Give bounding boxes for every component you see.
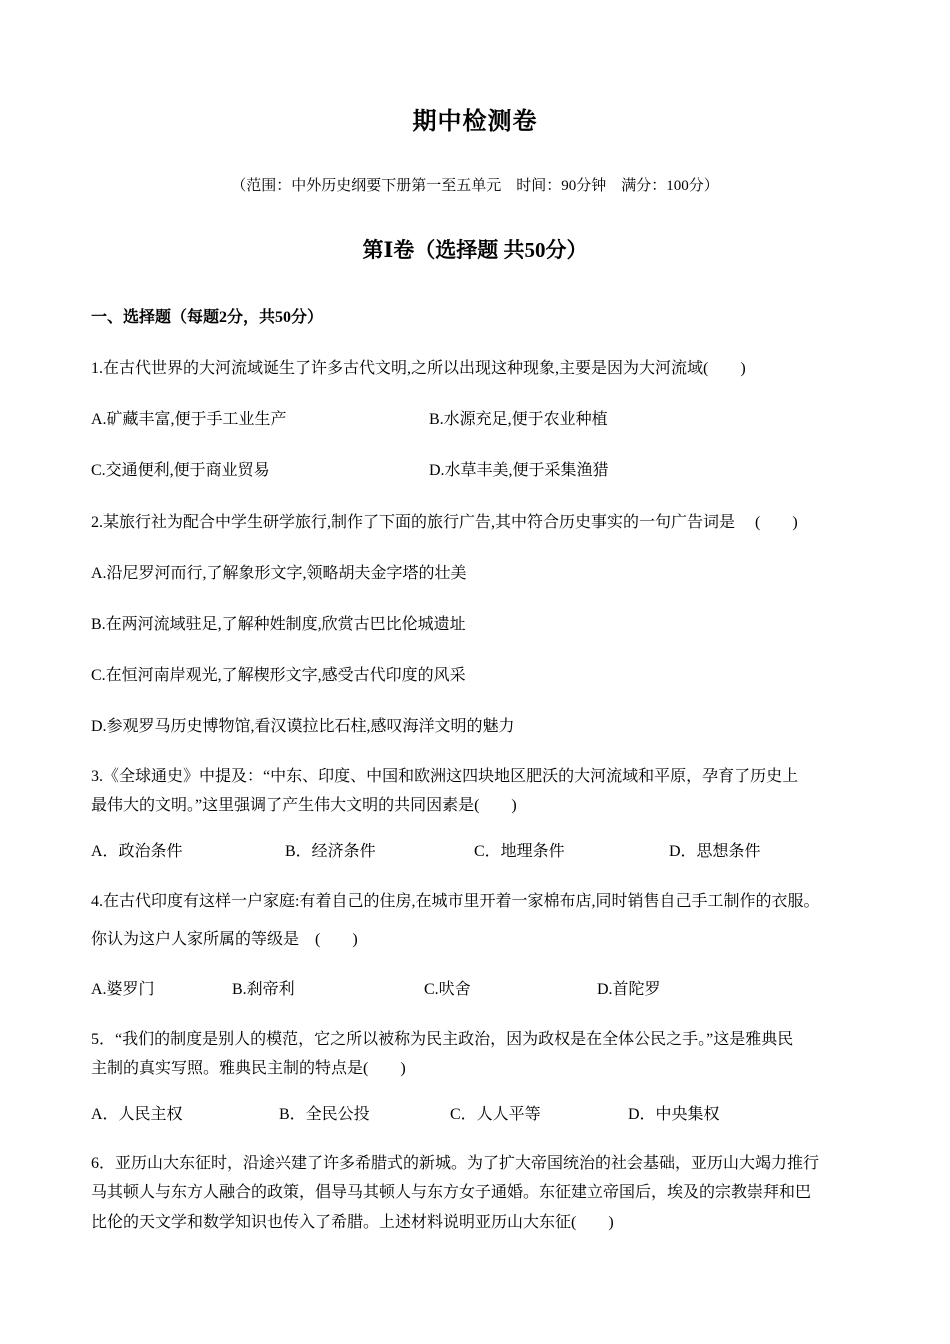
question-stem: 2.某旅行社为配合中学生研学旅行,制作了下面的旅行广告,其中符合历史事实的一句广告词是 ( ) [91,514,798,531]
option-d: D.参观罗马历史博物馆,看汉谟拉比石柱,感叹海洋文明的魅力 [91,718,515,735]
question-stem-cont: 你认为这户人家所属的等级是 ( ) [91,931,358,948]
option-b: B.在两河流域驻足,了解种姓制度,欣赏古巴比伦城遗址 [91,616,466,633]
option-c: C．地理条件 [474,843,565,860]
option-d: D．中央集权 [628,1106,720,1123]
section-heading: 一、选择题（每题2分，共50分） [91,309,324,326]
question-stem: 6．亚历山大东征时，沿途兴建了许多希腊式的新城。为了扩大帝国统治的社会基础，亚历山大竭力推行 [91,1155,820,1172]
question-stem: 1.在古代世界的大河流域诞生了许多古代文明,之所以出现这种现象,主要是因为大河流域( ) [91,360,746,377]
question-stem-cont: 比伦的天文学和数学知识也传入了希腊。上述材料说明亚历山大东征( ) [91,1214,614,1231]
part-heading: 第Ⅰ卷（选择题 共50分） [362,238,588,262]
page-title: 期中检测卷 [412,109,538,135]
option-b: B．经济条件 [285,843,376,860]
question-stem-cont: 主制的真实写照。雅典民主制的特点是( ) [91,1060,406,1077]
option-a: A.婆罗门 [91,981,155,998]
question-stem: 4.在古代印度有这样一户家庭:有着自己的住房,在城市里开着一家棉布店,同时销售自己手工制作的衣服。 [91,893,820,910]
option-a: A．人民主权 [91,1106,183,1123]
question-stem: 3.《全球通史》中提及：“中东、印度、中国和欧洲这四块地区肥沃的大河流域和平原，孕育了历史上 [91,768,799,785]
option-d: D．思想条件 [669,843,761,860]
option-b: B．全民公投 [279,1106,370,1123]
option-a: A．政治条件 [91,843,183,860]
option-b: B.刹帝利 [232,981,295,998]
exam-scope: （范围：中外历史纲要下册第一至五单元 时间：90分钟 满分：100分） [231,178,719,194]
option-a: A.矿藏丰富,便于手工业生产 [91,411,287,428]
question-stem: 5．“我们的制度是别人的模范，它之所以被称为民主政治，因为政权是在全体公民之手。”这是雅典民 [91,1031,794,1048]
option-c: C.交通便利,便于商业贸易 [91,462,270,479]
option-c: C.在恒河南岸观光,了解楔形文字,感受古代印度的风采 [91,667,466,684]
option-c: C.吠舍 [424,981,471,998]
option-d: D.水草丰美,便于采集渔猎 [429,462,609,479]
option-c: C．人人平等 [450,1106,541,1123]
option-a: A.沿尼罗河而行,了解象形文字,领略胡夫金字塔的壮美 [91,565,467,582]
question-stem-cont: 马其顿人与东方人融合的政策，倡导马其顿人与东方女子通婚。东征建立帝国后，埃及的宗教崇拜和巴 [91,1184,812,1201]
option-d: D.首陀罗 [597,981,661,998]
question-stem-cont: 最伟大的文明。”这里强调了产生伟大文明的共同因素是( ) [91,797,517,814]
option-b: B.水源充足,便于农业种植 [429,411,608,428]
